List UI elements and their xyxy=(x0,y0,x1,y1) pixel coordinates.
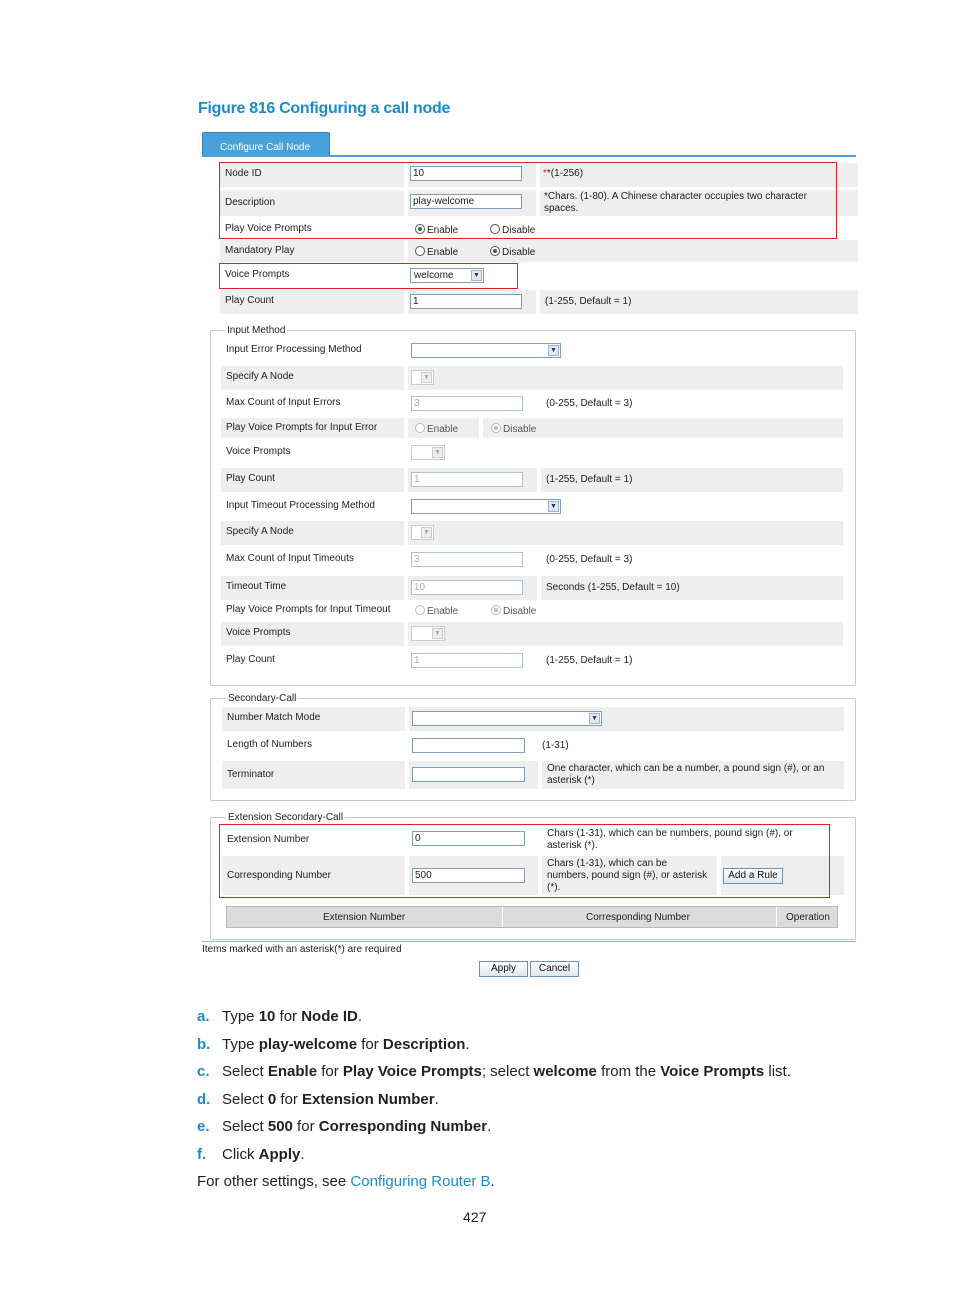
play-count-hint: (1-255, Default = 1) xyxy=(545,296,632,307)
input-method-legend: Input Method xyxy=(227,325,286,336)
radio-unchecked-icon xyxy=(415,605,425,615)
extension-secondary-call-legend: Extension Secondary-Call xyxy=(228,812,344,823)
column-operation: Operation xyxy=(786,912,830,923)
configuring-router-b-link[interactable]: Configuring Router B xyxy=(350,1173,491,1190)
description-input[interactable]: play-welcome xyxy=(410,194,522,209)
voice-prompts-1-select[interactable] xyxy=(411,445,445,460)
play-error-disable-radio[interactable]: Disable xyxy=(491,423,536,435)
voice-prompts-select[interactable]: welcome ▼ xyxy=(410,268,484,283)
description-label: Description xyxy=(225,197,276,208)
play-timeout-disable-radio[interactable]: Disable xyxy=(491,605,536,617)
footer-paragraph: For other settings, see Configuring Router B. xyxy=(197,1173,495,1190)
play-error-enable-radio[interactable]: Enable xyxy=(415,423,458,435)
max-timeouts-input[interactable]: 3 xyxy=(411,552,523,567)
play-error-label: Play Voice Prompts for Input Error xyxy=(226,422,378,433)
chevron-down-icon: ▼ xyxy=(432,447,443,458)
length-of-numbers-label: Length of Numbers xyxy=(227,739,313,750)
radio-checked-icon xyxy=(491,423,501,433)
max-timeouts-hint: (0-255, Default = 3) xyxy=(546,554,633,565)
row-voice-prompts-1 xyxy=(221,441,843,465)
play-count-1-input[interactable]: 1 xyxy=(411,472,523,487)
row-timeout-time xyxy=(221,576,843,600)
corresponding-number-hint-line2: numbers, pound sign (#), or asterisk xyxy=(547,870,708,881)
specify-node-2-label: Specify A Node xyxy=(226,526,294,537)
mandatory-play-enable-radio[interactable]: Enable xyxy=(415,246,458,258)
description-hint-line2: spaces. xyxy=(544,203,579,214)
row-mandatory-play xyxy=(220,240,858,262)
length-of-numbers-input[interactable] xyxy=(412,738,525,753)
chevron-down-icon: ▼ xyxy=(421,372,432,383)
step-c: c. Select Enable for Play Voice Prompts; select welcome from the Voice Prompts list. xyxy=(197,1063,791,1080)
step-e: e. Select 500 for Corresponding Number. xyxy=(197,1118,492,1135)
length-of-numbers-hint: (1-31) xyxy=(542,740,569,751)
voice-prompts-1-label: Voice Prompts xyxy=(226,446,291,457)
row-max-input-errors xyxy=(221,392,843,416)
radio-unchecked-icon xyxy=(415,246,425,256)
terminator-hint-line1: One character, which can be a number, a pound sign (#), or an xyxy=(547,763,825,774)
row-max-timeouts xyxy=(221,548,843,572)
play-voice-prompts-disable-radio[interactable]: Disable xyxy=(490,224,535,236)
radio-checked-icon xyxy=(490,246,500,256)
play-count-1-label: Play Count xyxy=(226,473,275,484)
timeout-time-hint: Seconds (1-255, Default = 10) xyxy=(546,582,680,593)
voice-prompts-label: Voice Prompts xyxy=(225,269,290,280)
row-play-count-1 xyxy=(221,468,843,492)
terminator-input[interactable] xyxy=(412,767,525,782)
timeout-time-label: Timeout Time xyxy=(226,581,287,592)
page-number: 427 xyxy=(463,1209,487,1225)
node-id-input[interactable]: 10 xyxy=(410,166,522,181)
play-timeout-label: Play Voice Prompts for Input Timeout xyxy=(226,604,391,615)
number-match-mode-select[interactable] xyxy=(412,711,602,726)
number-match-mode-label: Number Match Mode xyxy=(227,712,321,723)
node-id-hint: **(1-256) xyxy=(543,168,584,179)
row-specify-node-1 xyxy=(221,366,843,390)
node-id-label: Node ID xyxy=(225,168,262,179)
extension-number-hint-line2: asterisk (*). xyxy=(547,840,598,851)
max-input-errors-hint: (0-255, Default = 3) xyxy=(546,398,633,409)
chevron-down-icon: ▼ xyxy=(471,270,482,281)
row-play-timeout xyxy=(221,600,843,620)
highlight-box xyxy=(219,263,518,289)
radio-unchecked-icon xyxy=(415,423,425,433)
figure-title: Figure 816 Configuring a call node xyxy=(198,100,451,117)
row-play-error xyxy=(221,418,843,438)
chevron-down-icon: ▼ xyxy=(432,628,443,639)
play-count-2-input[interactable]: 1 xyxy=(411,653,523,668)
tab-underline xyxy=(202,155,856,157)
highlight-box xyxy=(219,824,830,898)
row-play-count-2 xyxy=(221,649,843,673)
terminator-label: Terminator xyxy=(227,769,275,780)
play-count-2-label: Play Count xyxy=(226,654,275,665)
voice-prompts-2-label: Voice Prompts xyxy=(226,627,291,638)
specify-node-1-label: Specify A Node xyxy=(226,371,294,382)
extension-number-input[interactable]: 0 xyxy=(412,831,525,846)
row-number-match-mode xyxy=(222,707,844,731)
row-specify-node-2 xyxy=(221,521,843,545)
chevron-down-icon: ▼ xyxy=(589,713,600,724)
row-terminator xyxy=(222,761,844,789)
max-input-errors-input[interactable]: 3 xyxy=(411,396,523,411)
mandatory-play-label: Mandatory Play xyxy=(225,245,295,256)
step-a: a. Type 10 for Node ID. xyxy=(197,1008,363,1025)
specify-node-2-select[interactable] xyxy=(411,525,434,540)
play-timeout-enable-radio[interactable]: Enable xyxy=(415,605,458,617)
column-corresponding-number: Corresponding Number xyxy=(586,912,690,923)
input-error-method-select[interactable] xyxy=(411,343,561,358)
row-voice-prompts-2 xyxy=(221,622,843,646)
play-count-1-hint: (1-255, Default = 1) xyxy=(546,474,633,485)
chevron-down-icon: ▼ xyxy=(548,345,559,356)
required-note: Items marked with an asterisk(*) are required xyxy=(202,944,402,955)
tab-configure-call-node[interactable]: Configure Call Node xyxy=(202,132,330,155)
mandatory-play-disable-radio[interactable]: Disable xyxy=(490,246,535,258)
voice-prompts-2-select[interactable] xyxy=(411,626,445,641)
input-error-method-label: Input Error Processing Method xyxy=(226,344,362,355)
corresponding-number-hint-line1: Chars (1-31), which can be xyxy=(547,858,668,869)
secondary-call-legend: Secondary-Call xyxy=(228,693,297,704)
chevron-down-icon: ▼ xyxy=(421,527,432,538)
extension-number-label: Extension Number xyxy=(227,834,310,845)
corresponding-number-label: Corresponding Number xyxy=(227,870,331,881)
panel-bottom-line xyxy=(202,941,856,942)
play-voice-prompts-enable-radio[interactable]: Enable xyxy=(415,224,458,236)
specify-node-1-select[interactable] xyxy=(411,370,434,385)
apply-button[interactable]: Apply xyxy=(479,961,528,977)
row-length-of-numbers xyxy=(222,734,844,758)
corresponding-number-input[interactable]: 500 xyxy=(412,868,525,883)
timeout-time-input[interactable]: 10 xyxy=(411,580,523,595)
row-play-count xyxy=(220,290,858,314)
play-count-input[interactable]: 1 xyxy=(410,294,522,309)
max-input-errors-label: Max Count of Input Errors xyxy=(226,397,341,408)
step-d: d. Select 0 for Extension Number. xyxy=(197,1091,439,1108)
cancel-button[interactable]: Cancel xyxy=(530,961,579,977)
max-timeouts-label: Max Count of Input Timeouts xyxy=(226,553,354,564)
extension-number-hint-line1: Chars (1-31), which can be numbers, pound sign (#), or xyxy=(547,828,793,839)
description-hint-line1: *Chars. (1-80). A Chinese character occupies two character xyxy=(544,191,807,202)
radio-checked-icon xyxy=(491,605,501,615)
play-count-2-hint: (1-255, Default = 1) xyxy=(546,655,633,666)
column-extension-number: Extension Number xyxy=(323,912,406,923)
chevron-down-icon: ▼ xyxy=(548,501,559,512)
add-rule-button[interactable]: Add a Rule xyxy=(723,868,783,884)
step-f: f. Click Apply. xyxy=(197,1146,305,1163)
highlight-box xyxy=(219,162,837,239)
timeout-method-label: Input Timeout Processing Method xyxy=(226,500,375,511)
row-input-error-method xyxy=(221,339,843,363)
corresponding-number-hint-line3: (*). xyxy=(547,882,561,893)
terminator-hint-line2: asterisk (*) xyxy=(547,775,595,786)
play-count-label: Play Count xyxy=(225,295,274,306)
timeout-method-select[interactable] xyxy=(411,499,561,514)
rules-table-header xyxy=(226,906,838,928)
row-timeout-method xyxy=(221,495,843,519)
step-b: b. Type play-welcome for Description. xyxy=(197,1036,470,1053)
play-voice-prompts-label: Play Voice Prompts xyxy=(225,223,312,234)
